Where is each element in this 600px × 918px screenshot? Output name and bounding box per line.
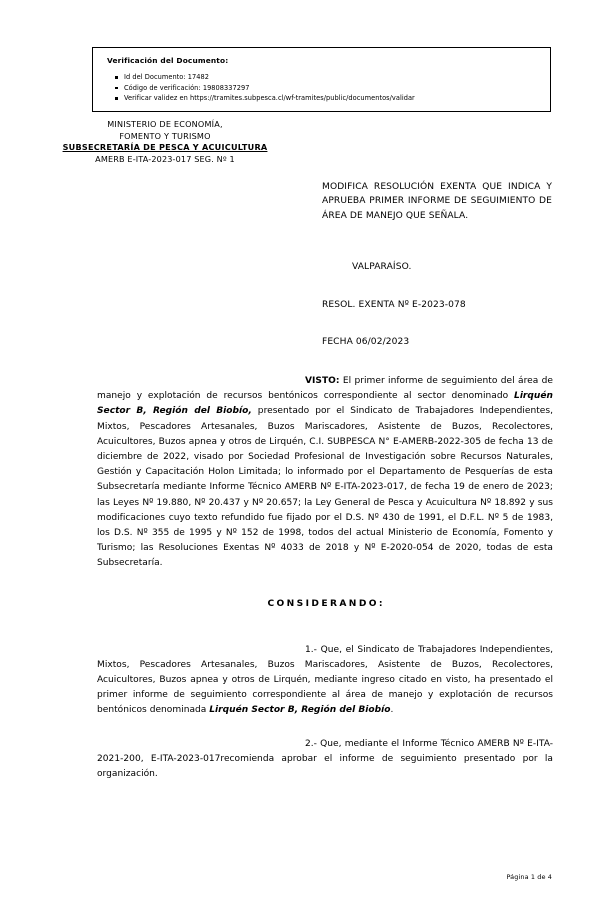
considerando-heading: CONSIDERANDO: [267, 598, 385, 609]
item-1-number: 1.- [305, 644, 321, 655]
letterhead [0, 119, 330, 165]
resolution-number: RESOL. EXENTA Nº E-2023-078 [322, 300, 466, 310]
paragraph-visto [97, 374, 553, 572]
document-body [97, 374, 553, 782]
verification-list [93, 72, 550, 104]
resolution-subject: MODIFICA RESOLUCIÓN EXENTA QUE INDICA Y APRUEBA PRIMER INFORME DE SEGUIMIENTO DE ÁREA DE MANEJO QUE SEÑALA. [322, 182, 552, 221]
verification-item-document-id: Id del Documento: 17482 [115, 72, 550, 83]
visto-emphasis-area: Lirquén Sector B, Región del Biobío, [97, 391, 553, 417]
letterhead-amerb-reference: AMERB E-ITA-2023-017 SEG. Nº 1 [95, 153, 235, 164]
resolution-place: VALPARAÍSO. [352, 262, 412, 272]
paragraph-item-2 [97, 719, 553, 783]
item-1-text-2: . [390, 705, 394, 716]
item-1-emphasis-area: Lirquén Sector B, Región del Biobío [209, 705, 391, 716]
paragraph-item-1 [97, 609, 553, 719]
verification-item-code: Código de verificación: 19808337297 [115, 83, 550, 94]
letterhead-subsecretaria: SUBSECRETARÍA DE PESCA Y ACUICULTURA [62, 142, 268, 153]
item-2-text: Que, mediante el Informe Técnico AMERB Nº E-ITA-2021-200, E-ITA-2023-017recomienda aprobar el informe de seguimiento presentado por la organización. [97, 738, 553, 780]
visto-text-2: presentado por el Sindicato de Trabajadores Independientes, Mixtos, Pescadores Artesanales, Buzos Mariscadores, Asistente de Buzos, Recolectores, Acuicultores, Buzos apnea y otros de Lirquén, C.I. SUBPESCA N° E-AMERB-2022-305 de fecha 13 de diciembre de 2022, visado por Sociedad Profesional de Investigación sobre Recursos Naturales, Gestión y Capacitación Holon Limitada; lo informado por el Departamento de Pesquerías de esta Subsecretaría mediante Informe Técnico AMERB Nº E-ITA-2023-017, de fecha 19 de enero de 2023; las Leyes Nº 19.880, Nº 20.437 y Nº 20.657; la Ley General de Pesca y Acuicultura Nº 18.892 y sus modificaciones cuyo texto refundido fue fijado por el D.S. Nº 430 de 1991, el D.F.L. Nº 5 de 1983, los D.S. Nº 355 de 1995 y Nº 152 de 1998, todos del actual Ministerio de Economía, Fomento y Turismo; las Resoluciones Exentas Nº 4033 de 2018 y Nº E-2020-054 de 2020, todas de esta Subsecretaría. [97, 406, 554, 569]
letterhead-ministry-line2: FOMENTO Y TURISMO [119, 130, 211, 141]
visto-text-1: El primer informe de seguimiento del área de manejo y explotación de recursos bentónicos correspondiente al sector denominado [97, 376, 553, 402]
verification-item-url: Verificar validez en https://tramites.subpesca.cl/wf-tramites/public/documentos/validar [115, 93, 550, 104]
visto-keyword: VISTO: [305, 376, 340, 386]
item-2-number: 2.- [305, 738, 321, 749]
item-1-text-1: Que, el Sindicato de Trabajadores Independientes, Mixtos, Pescadores Artesanales, Buzos Mariscadores, Asistente de Buzos, Recolectores, Acuicultores, Buzos apnea y otros de Lirquén, mediante ingreso citado en visto, ha presentado el primer informe de seguimiento correspondiente al área de manejo y explotación de recursos bentónicos denominada [97, 644, 554, 716]
verification-title: Verificación del Documento: [107, 56, 229, 65]
page-number-footer: Página 1 de 4 [506, 873, 552, 881]
resolution-date: FECHA 06/02/2023 [322, 337, 410, 347]
verification-box [92, 47, 551, 112]
letterhead-ministry-line1: MINISTERIO DE ECONOMÍA, [107, 119, 223, 129]
